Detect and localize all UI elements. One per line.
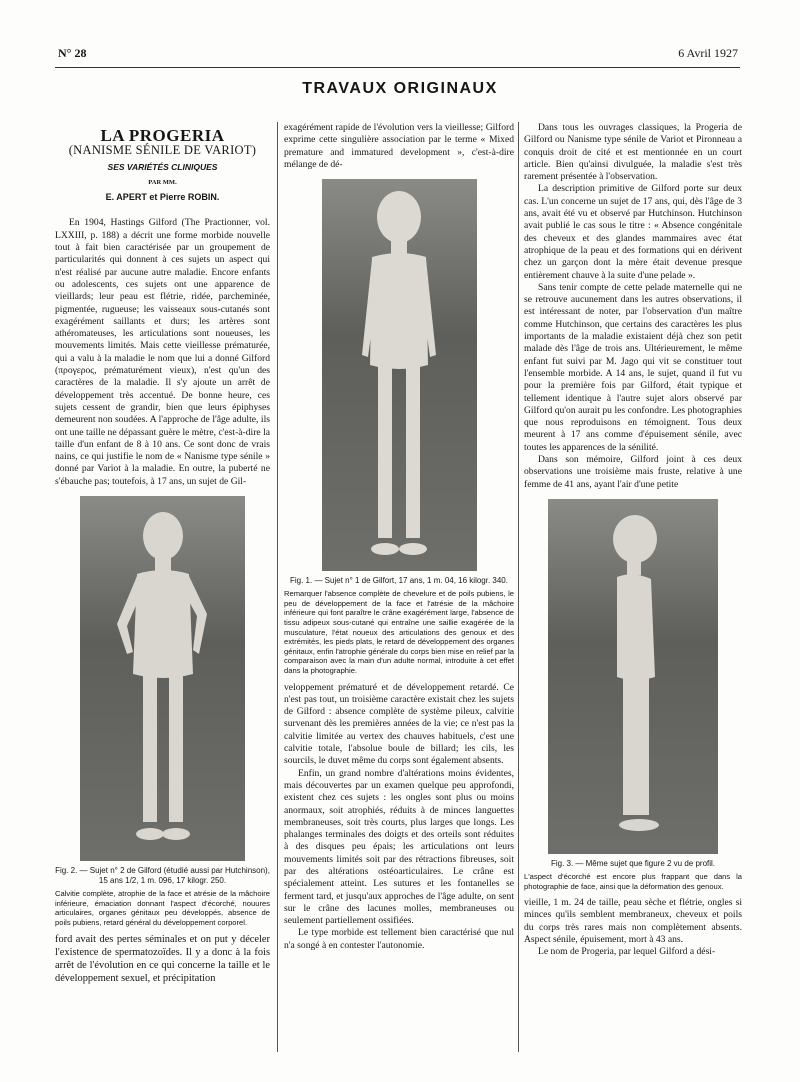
paragraph: exagérément rapide de l'évolution vers la vieillesse; Gilford exprime cette singulière association par le terme « Mixed premature and immatured development », c'est-à-dire mélange de dé- xyxy=(284,122,514,170)
paragraph: Dans tous les ouvrages classiques, la Progeria de Gilford ou Nanisme type sénile de Variot et Pironneau a conquis droit de cité et est mentionnée en un court article. Bien qu'ainsi divulguée, la maladie s'est très rarement présentée à l'observation. xyxy=(524,122,742,183)
paragraph: Enfin, un grand nombre d'altérations moins évidentes, mais découvertes par un examen quelque peu approfondi, existent chez ces sujets : les ongles sont plus ou moins anormaux, soit atrophiés, réduits à de minces languettes membraneuses, soit très courts, plus larges que longs. Les phalanges terminales des doigts et des orteils sont réduites à des disques peu épais; les articulations ont leurs mouvements limités soit par des rétractions fibreuses, soit par des altérations ostéoarticulaires. Le crâne est spécialement atteint. Les sutures et les fontanelles se ferment tard, et jusqu'aux approches de l'âge adulte, on sent sur le crâne des lacunes molles, membraneuses ou seulement partiellement ossifiées. xyxy=(284,767,514,927)
paragraph: Le nom de Progeria, par lequel Gilford a dési- xyxy=(538,946,716,958)
paragraph: Le type morbide est tellement bien caractérisé que nul n'a songé à en contester l'autonomie. xyxy=(284,927,514,951)
paragraph: La description primitive de Gilford porte sur deux cas. L'un concerne un sujet de 17 ans, qui, dès l'âge de 3 ans, avait été vu et observé par Hutchinson. Hutchinson avait publié le cas sous le titre : « Absence congénitale des cheveux et des glandes mammaires avec état atrophique de la peau et des formations qui en dérivent chez un garçon dont la mère était devenue presque entièrement chauve à la suite d'une pelade ». xyxy=(524,183,742,281)
paragraph: ford avait des pertes séminales et on put y déceler l'existence de spermatozoïdes. Il y a donc à la fois arrêt de l'évolution en ce qui concerne la taille et le développement sexuel, et précipitation xyxy=(55,934,270,985)
page-number: N° 28 xyxy=(58,46,87,60)
figure-2-photo xyxy=(80,496,245,861)
paragraph: vieille, 1 m. 24 de taille, peau sèche et flétrie, ongles si minces qu'ils semblent membraneux, cheveux et poils du corps très rares mais non complètement absents. Aspect sénile, épuisement, mort à 43 ans. xyxy=(524,897,742,945)
figure-1 xyxy=(284,179,514,675)
article-kicker: SES VARIÉTÉS CLINIQUES xyxy=(107,161,218,172)
figure-3 xyxy=(524,499,742,891)
patient-profile-icon xyxy=(583,507,683,847)
figure-2-legend: Calvitie complète, atrophie de la face et atrésie de la mâchoire inférieure, émaciation donnant l'aspect d'écorché, nouures articulaires, organes génitaux peu développés, absence de poils pubiens, retard général du développement corporel. xyxy=(55,889,270,927)
article-title: LA PROGERIA xyxy=(100,126,225,145)
column-divider xyxy=(518,122,519,1052)
figure-3-caption: Fig. 3. — Même sujet que figure 2 vu de profil. xyxy=(550,858,716,868)
section-heading: TRAVAUX ORIGINAUX xyxy=(302,80,498,97)
paragraph: Sans tenir compte de cette pelade maternelle qui ne se retrouve aucunement dans les autres observations, il est intéressant de noter, par l'observation d'un maître comme Hutchinson, que certains des caractères les plus importants de la maladie existaient déjà chez son petit malade dès l'âge de trois ans. Ultérieurement, le même enfant fut suivi par M. Jago qui vit se constituer tout l'ensemble morbide. A 14 ans, le sujet, quand il fut vu pour la première fois par Gilford, était typique et tellement identique à l'autre sujet alors observé par Gilford qu'on aurait pu les confondre. Les photographies que nous reproduisons en témoignent. Tous deux meurent à 17 ans comme d'épuisement sénile, avec toutes les apparences de la sénilité. xyxy=(524,281,742,453)
figure-1-legend: Remarquer l'absence complète de chevelure et de poils pubiens, le peu de développement de la face et l'atrésie de la mâchoire inférieure qui font paraître le crâne exagérément large, l'absence de tissu adipeux sous-cutané qui entraîne une saillie exagérée de la musculature, l'état noueux des articulations des genoux et des extrémités, les pieds plats, le retard de développement des organes génitaux, enfin l'atrophie générale du corps bien mise en relief par la comparaison avec la main d'un adulte normal, introduite à cet effet dans la photographie. xyxy=(284,589,514,675)
figure-3-legend: L'aspect d'écorché est encore plus frappant que dans la photographie de face, ainsi que la déformation des genoux. xyxy=(524,871,742,891)
figure-1-caption: Fig. 1. — Sujet n° 1 de Gilfort, 17 ans, 1 m. 04, 16 kilogr. 340. xyxy=(290,576,508,586)
article-subtitle: (NANISME SÉNILE DE VARIOT) xyxy=(68,143,257,158)
paragraph: Dans son mémoire, Gilford joint à ces deux observations une troisième mais fruste, relative à une femme de 41 ans, ayant l'air d'une petite xyxy=(524,454,742,490)
title-block xyxy=(55,126,270,203)
paragraph: veloppement prématuré et de développement retardé. Ce n'est pas tout, un troisième caractère existait chez les sujets de Gilford : absence complète de système pileux, calvitie survenant dès les premières années de la vie; ce n'est pas la calvitie limitée au vertex des chauves habituels, c'est une calvitie totale, l'absolue boule de billard; les cils, les sourcils, le duvet même du corps sont également absents. xyxy=(284,681,514,767)
column-2 xyxy=(284,122,514,952)
figure-3-photo xyxy=(548,499,718,854)
paragraph: En 1904, Hastings Gilford (The Practionner, vol. LXXIII, p. 188) a décrit une forme morbide nouvelle tout à fait bien caractérisée par un groupement de particularités qui donnent à ces sujets un aspect qui n'est réalisé par aucune autre maladie. Encore enfants ou adolescents, ces sujets ont une apparence de vieillards; leur peau est flétrie, ridée, parcheminée, pigmentée, rugueuse; les vaisseaux sous-cutanés sont exagérément saillants et durs; les artères sont athéromateuses, les articulations sont noueuses, les mouvements limités. Mais cette vieillesse prématurée, qui a valu à la maladie le nom que lui a donné Gilford (προγερος, prématurément vieux), n'est qu'un des caractères de la maladie. Il s'y ajoute un arrêt de développement très accentué. De bonne heure, ces sujets cessent de grandir, bien que leurs épiphyses demeurent non soudées. A l'approche de l'âge adulte, ils ont une taille ne dépassant guère le mètre, c'est-à-dire la taille d'un enfant de 8 à 10 ans. Ce sont donc de vrais nains, ce qui justifie le nom de « Nanisme type sénile » donné par Variot à la maladie. En outre, la puberté ne s'ébauche pas; toutefois, à 17 ans, un sujet de Gil- xyxy=(55,217,270,487)
figure-2 xyxy=(55,496,270,927)
figure-1-photo xyxy=(322,179,477,571)
column-divider xyxy=(277,122,278,1052)
header-rule xyxy=(55,67,740,68)
authors: E. APERT et Pierre ROBIN. xyxy=(105,192,220,203)
column-3 xyxy=(524,122,742,959)
column-1 xyxy=(55,122,270,985)
patient-silhouette-icon xyxy=(344,185,454,565)
figure-2-caption: Fig. 2. — Sujet n° 2 de Gilford (étudié aussi par Hutchinson), 15 ans 1/2, 1 m. 096, 17 kilogr. 250. xyxy=(55,866,270,886)
issue-date: 6 Avril 1927 xyxy=(678,46,738,60)
byline-prefix: PAR MM. xyxy=(148,178,177,186)
patient-silhouette-icon xyxy=(103,504,223,854)
